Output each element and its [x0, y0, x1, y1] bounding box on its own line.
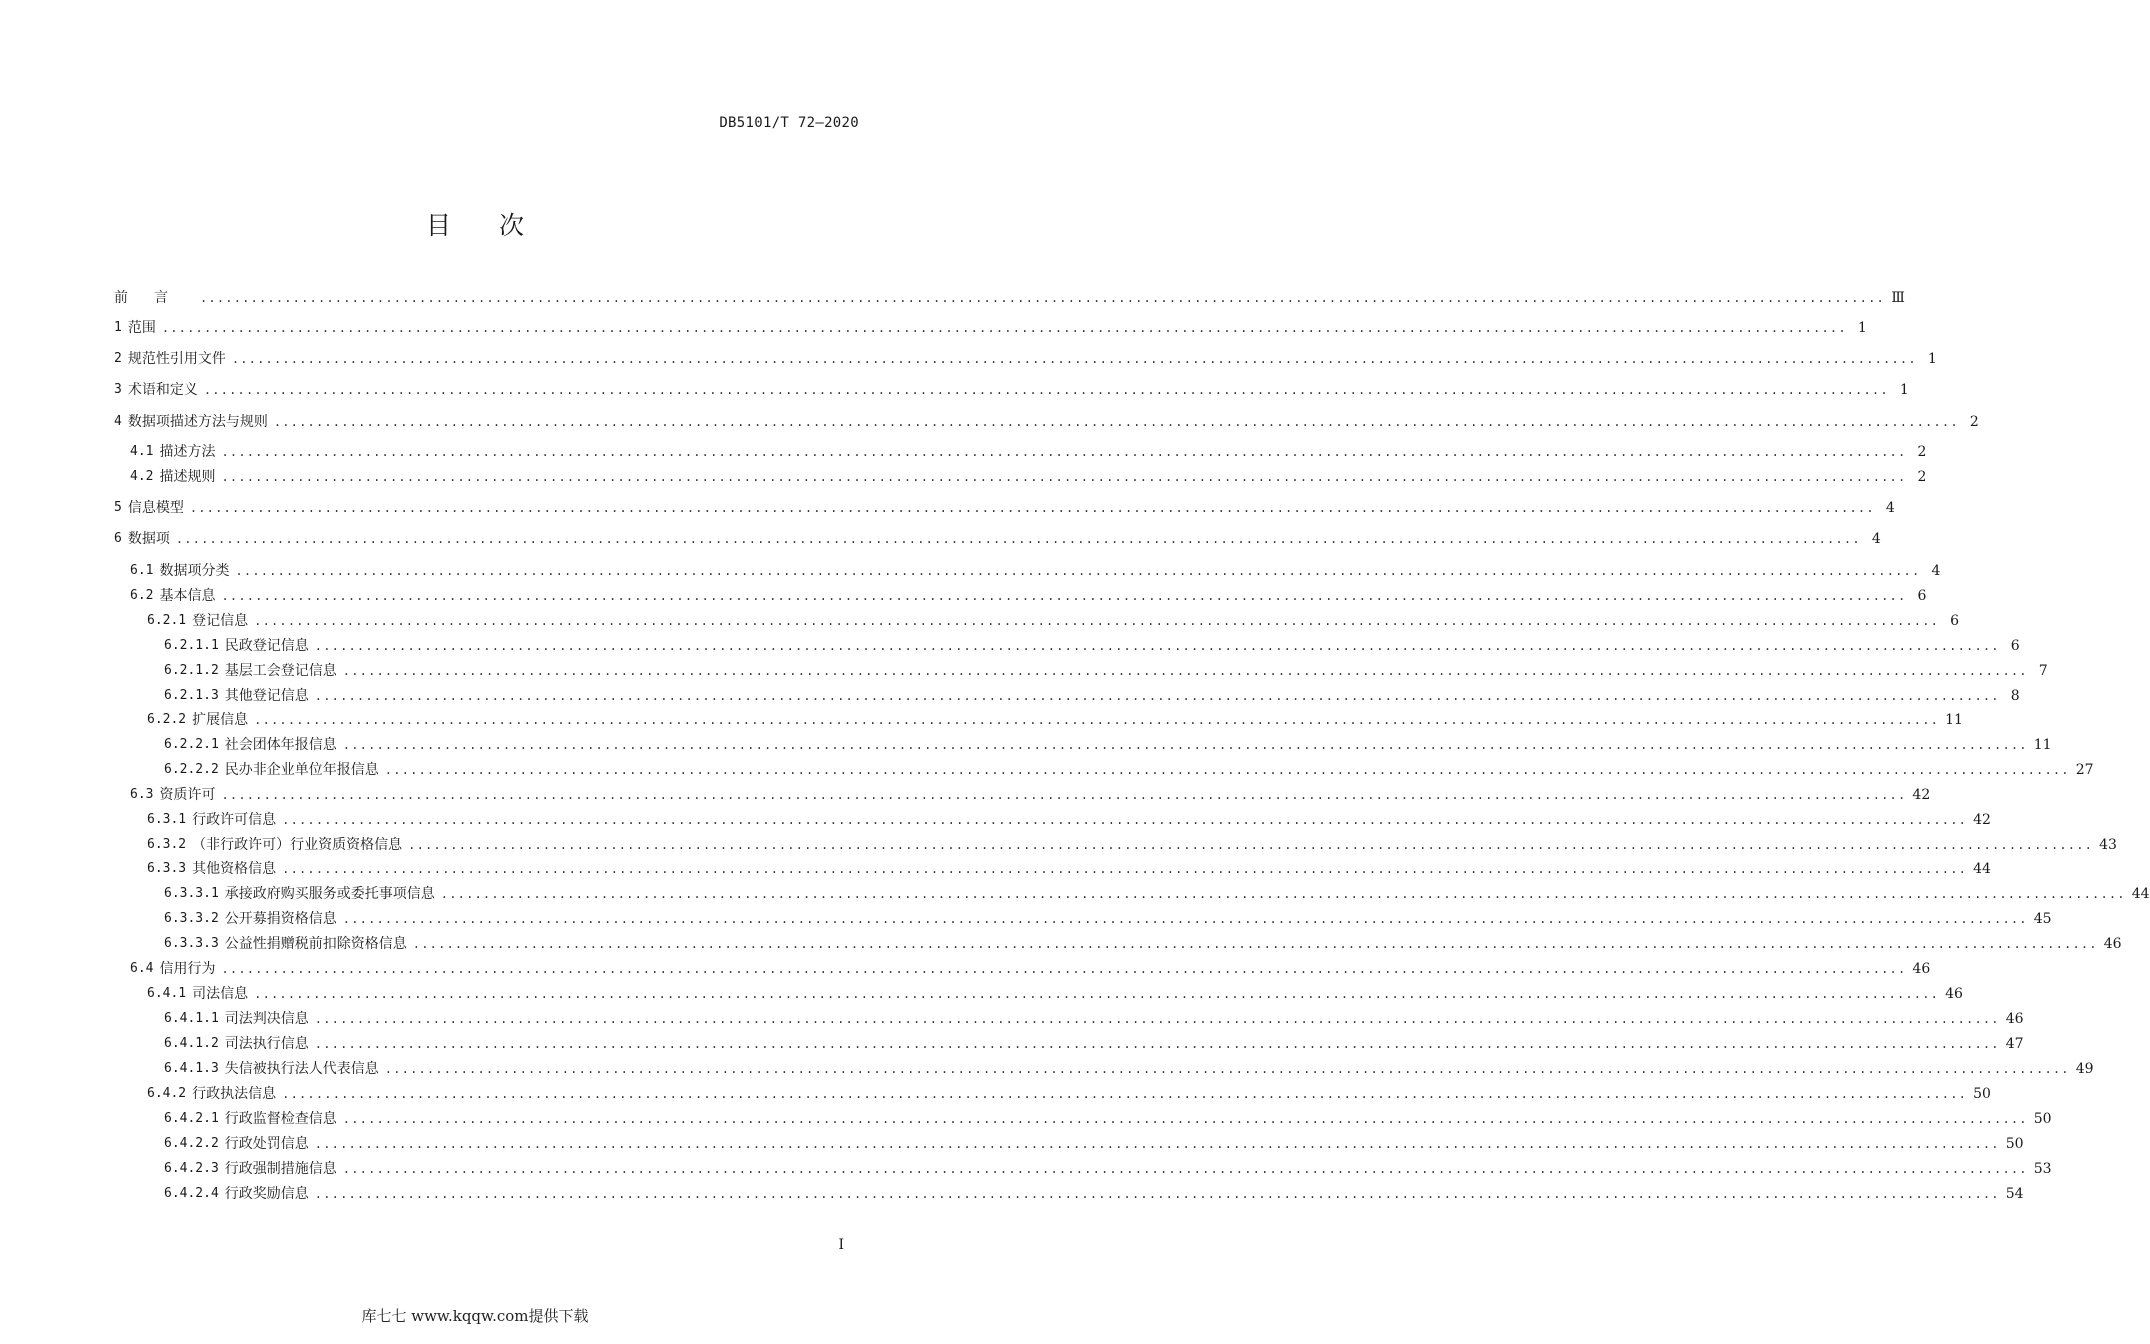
toc-entry[interactable] — [114, 857, 1991, 881]
toc-entry-page: 8 — [2010, 688, 2020, 704]
dot-leader: ........................................................................................................................................................................................................ — [384, 763, 2070, 777]
toc-entry-page: 27 — [2075, 762, 2094, 778]
toc-entry-label: 行政奖励信息 — [224, 1186, 309, 1202]
toc-entry-number: 6.3.1 — [147, 812, 187, 827]
dot-leader: ........................................................................................................................................................................................................ — [221, 445, 1907, 459]
toc-entry-number: 6.4.2 — [147, 1086, 187, 1101]
toc-entry-label: 行政处罚信息 — [224, 1136, 309, 1152]
toc-entry-number: 6.2.2 — [147, 712, 187, 727]
toc-entry-page: 1 — [1927, 351, 1937, 367]
toc-entry-page: 46 — [2005, 1011, 2024, 1027]
dot-leader: ........................................................................................................................................................................................................ — [342, 1162, 2028, 1176]
toc-entry-label: 行政强制措施信息 — [224, 1161, 337, 1177]
toc-entry[interactable] — [114, 932, 2122, 956]
toc-entry-label: 数据项 — [127, 531, 170, 547]
toc-entry-number: 6.2.1.2 — [164, 663, 219, 678]
toc-entry-number: 6.3.3.2 — [164, 911, 219, 926]
toc-entry-number: 6.2.2.1 — [164, 737, 219, 752]
toc-entry[interactable] — [114, 609, 1960, 633]
toc-entry-label: 数据项分类 — [159, 563, 230, 579]
dot-leader: ........................................................................................................................................................................................................ — [314, 1037, 2000, 1051]
toc-entry-label: 司法判决信息 — [224, 1011, 309, 1027]
toc-entry-page: 45 — [2033, 911, 2052, 927]
dot-leader: ........................................................................................................................................................................................................ — [254, 987, 1940, 1001]
toc-entry-label: 失信被执行法人代表信息 — [224, 1061, 379, 1077]
toc-entry-label: 前言 — [114, 290, 194, 306]
toc-entry-number: 6.3.3 — [147, 861, 187, 876]
toc-entry-number: 4.1 — [130, 444, 154, 459]
toc-entry-page: 54 — [2005, 1186, 2024, 1202]
download-watermark: 库七七 www.kqqw.com提供下载 — [361, 1307, 589, 1325]
toc-entry[interactable] — [114, 1182, 2024, 1206]
toc-entry[interactable] — [114, 659, 2048, 683]
dot-leader: ........................................................................................................................................................................................................ — [221, 788, 1907, 802]
toc-entry-number: 6.3 — [130, 787, 154, 802]
toc-entry-label: 资质许可 — [159, 787, 216, 803]
toc-entry-number: 6.2.2.2 — [164, 762, 219, 777]
toc-entry-page: 47 — [2005, 1036, 2024, 1052]
toc-entry[interactable] — [114, 286, 1905, 310]
toc-entry[interactable] — [114, 1057, 2094, 1081]
toc-entry-label: 范围 — [127, 320, 156, 336]
toc-entry[interactable] — [114, 1132, 2024, 1156]
toc-entry-page: 2 — [1969, 414, 1979, 430]
toc-entry[interactable] — [114, 410, 1979, 434]
dot-leader: ........................................................................................................................................................................................................ — [189, 501, 1875, 515]
toc-entry[interactable] — [114, 584, 1927, 608]
toc-entry-label: 承接政府购买服务或委托事项信息 — [224, 886, 435, 902]
toc-entry-label: 其他登记信息 — [224, 688, 309, 704]
toc-entry-label: 行政监督检查信息 — [224, 1111, 337, 1127]
dot-leader: ........................................................................................................................................................................................................ — [408, 838, 2094, 852]
dot-leader: ........................................................................................................................................................................................................ — [273, 415, 1959, 429]
document-code: DB5101/T 72—2020 — [719, 115, 859, 131]
toc-entry-label: （非行政许可）行业资质资格信息 — [192, 837, 403, 853]
toc-entry-number: 5 — [114, 500, 122, 515]
toc-entry-page: 46 — [1912, 961, 1931, 977]
dot-leader: ........................................................................................................................................................................................................ — [221, 470, 1907, 484]
toc-entry-number: 6.4.2.1 — [164, 1111, 219, 1126]
toc-entry[interactable] — [114, 684, 2020, 708]
toc-title-char-2: 次 — [499, 211, 525, 240]
toc-entry[interactable] — [114, 758, 2094, 782]
toc-entry-page: 2 — [1917, 444, 1927, 460]
toc-entry-page: 46 — [1945, 986, 1963, 1002]
toc-entry[interactable] — [114, 316, 1867, 340]
toc-entry[interactable] — [114, 882, 2150, 906]
dot-leader: ........................................................................................................................................................................................................ — [314, 689, 2000, 703]
toc-entry-page: 4 — [1885, 500, 1895, 516]
toc-entry-label: 扩展信息 — [192, 712, 249, 728]
toc-entry-number: 6.4 — [130, 961, 154, 976]
toc-entry-page: 2 — [1917, 469, 1927, 485]
toc-entry-number: 6 — [114, 531, 122, 546]
dot-leader: ........................................................................................................................................................................................................ — [384, 1062, 2070, 1076]
toc-entry-number: 6.2 — [130, 588, 154, 603]
toc-entry-label: 司法信息 — [192, 986, 249, 1002]
toc-entry[interactable] — [114, 1082, 1991, 1106]
toc-entry-label: 术语和定义 — [127, 382, 198, 398]
dot-leader: ........................................................................................................................................................................................................ — [440, 887, 2126, 901]
toc-entry[interactable] — [114, 496, 1895, 520]
dot-leader: ........................................................................................................................................................................................................ — [314, 1187, 2000, 1201]
toc-entry-page: 4 — [1931, 563, 1941, 579]
toc-entry-number: 6.4.2.2 — [164, 1136, 219, 1151]
toc-entry[interactable] — [114, 347, 1937, 371]
toc-entry-number: 6.3.3.3 — [164, 936, 219, 951]
dot-leader: ........................................................................................................................................................................................................ — [314, 639, 2000, 653]
dot-leader: ........................................................................................................................................................................................................ — [342, 664, 2028, 678]
toc-entry-label: 公益性捐赠税前扣除资格信息 — [224, 936, 407, 952]
dot-leader: ........................................................................................................................................................................................................ — [342, 912, 2028, 926]
toc-title-char-1: 目 — [425, 211, 451, 240]
toc-entry[interactable] — [114, 957, 1931, 981]
toc-entry[interactable] — [114, 783, 1931, 807]
toc-entry-label: 社会团体年报信息 — [224, 737, 337, 753]
toc-entry-page: 6 — [1950, 613, 1960, 629]
toc-entry-number: 6.4.1.2 — [164, 1036, 219, 1051]
toc-entry[interactable] — [114, 559, 1941, 583]
dot-leader: ........................................................................................................................................................................................................ — [282, 862, 1968, 876]
dot-leader: ........................................................................................................................................................................................................ — [282, 1087, 1968, 1101]
toc-entry-label: 描述规则 — [159, 469, 216, 485]
dot-leader: ........................................................................................................................................................................................................ — [161, 321, 1847, 335]
toc-entry-page: 6 — [1917, 588, 1927, 604]
toc-entry-number: 6.4.2.3 — [164, 1161, 219, 1176]
toc-entry-label: 民政登记信息 — [224, 638, 309, 654]
toc-entry-page: 49 — [2075, 1061, 2094, 1077]
toc-entry[interactable] — [114, 1157, 2052, 1181]
toc-entry-label: 规范性引用文件 — [127, 351, 226, 367]
toc-entry-label: 信用行为 — [159, 961, 216, 977]
toc-entry-number: 6.4.1.1 — [164, 1011, 219, 1026]
toc-entry-page: 50 — [2033, 1111, 2052, 1127]
dot-leader: ........................................................................................................................................................................................................ — [254, 614, 1940, 628]
toc-entry[interactable] — [114, 1032, 2024, 1056]
toc-entry-number: 6.2.1 — [147, 613, 187, 628]
toc-entry-page: 11 — [1945, 712, 1963, 728]
toc-entry[interactable] — [114, 440, 1927, 464]
toc-entry-page: 42 — [1912, 787, 1931, 803]
toc-entry-number: 6.2.1.1 — [164, 638, 219, 653]
toc-entry-page: 1 — [1899, 382, 1909, 398]
toc-entry-page: 42 — [1973, 812, 1991, 828]
toc-entry-page: 4 — [1871, 531, 1881, 547]
dot-leader: ........................................................................................................................................................................................................ — [221, 589, 1907, 603]
dot-leader: ........................................................................................................................................................................................................ — [314, 1137, 2000, 1151]
toc-entry-number: 4 — [114, 414, 122, 429]
toc-entry-page: 43 — [2099, 837, 2117, 853]
toc-entry-label: 登记信息 — [192, 613, 249, 629]
toc-entry[interactable] — [114, 378, 1909, 402]
dot-leader: ........................................................................................................................................................................................................ — [175, 532, 1861, 546]
toc-entry-label: 描述方法 — [159, 444, 216, 460]
toc-entry-label: 行政许可信息 — [192, 812, 277, 828]
toc-entry[interactable] — [114, 808, 1991, 832]
toc-entry-page: Ⅲ — [1891, 290, 1905, 306]
toc-entry[interactable] — [114, 1007, 2024, 1031]
dot-leader: ........................................................................................................................................................................................................ — [231, 352, 1917, 366]
toc-entry-label: 信息模型 — [127, 500, 184, 516]
dot-leader: ........................................................................................................................................................................................................ — [412, 937, 2098, 951]
toc-entry-label: 行政执法信息 — [192, 1086, 277, 1102]
toc-entry-page: 1 — [1857, 320, 1867, 336]
toc-entry[interactable] — [114, 733, 2052, 757]
toc-entry-label: 基层工会登记信息 — [224, 663, 337, 679]
toc-entry-label: 数据项描述方法与规则 — [127, 414, 268, 430]
toc-entry[interactable] — [114, 982, 1963, 1006]
toc-entry-page: 44 — [1973, 861, 1991, 877]
toc-entry-page: 11 — [2033, 737, 2052, 753]
toc-entry-number: 3 — [114, 382, 122, 397]
dot-leader: ........................................................................................................................................................................................................ — [254, 713, 1940, 727]
dot-leader: ........................................................................................................................................................................................................ — [221, 962, 1907, 976]
toc-entry[interactable] — [114, 634, 2020, 658]
toc-entry-label: 民办非企业单位年报信息 — [224, 762, 379, 778]
dot-leader: ........................................................................................................................................................................................................ — [235, 564, 1921, 578]
toc-entry[interactable] — [114, 708, 1963, 732]
toc-title — [0, 206, 950, 242]
dot-leader: ........................................................................................................................................................................................................ — [314, 1012, 2000, 1026]
toc-entry-page: 44 — [2131, 886, 2150, 902]
toc-entry-number: 1 — [114, 320, 122, 335]
toc-entry[interactable] — [114, 907, 2052, 931]
toc-entry-page: 46 — [2103, 936, 2122, 952]
dot-leader: ........................................................................................................................................................................................................ — [200, 291, 1885, 305]
toc-entry-label: 公开募捐资格信息 — [224, 911, 337, 927]
dot-leader: ........................................................................................................................................................................................................ — [342, 738, 2028, 752]
dot-leader: ........................................................................................................................................................................................................ — [342, 1112, 2028, 1126]
toc-entry-number: 6.3.3.1 — [164, 886, 219, 901]
toc-entry-number: 2 — [114, 351, 122, 366]
toc-entry-number: 6.1 — [130, 563, 154, 578]
toc-entry[interactable] — [114, 833, 2117, 857]
toc-entry-page: 50 — [1973, 1086, 1991, 1102]
toc-entry-label: 其他资格信息 — [192, 861, 277, 877]
toc-entry[interactable] — [114, 465, 1927, 489]
dot-leader: ........................................................................................................................................................................................................ — [282, 813, 1968, 827]
toc-entry-page: 6 — [2010, 638, 2020, 654]
toc-entry[interactable] — [114, 527, 1881, 551]
toc-entry-number: 4.2 — [130, 469, 154, 484]
toc-entry-number: 6.3.2 — [147, 837, 187, 852]
toc-entry-page: 7 — [2038, 663, 2048, 679]
toc-entry-number: 6.4.1.3 — [164, 1061, 219, 1076]
toc-entry-page: 53 — [2033, 1161, 2052, 1177]
toc-entry-number: 6.2.1.3 — [164, 688, 219, 703]
toc-entry[interactable] — [114, 1107, 2052, 1131]
toc-entry-page: 50 — [2005, 1136, 2024, 1152]
toc-entry-label: 基本信息 — [159, 588, 216, 604]
dot-leader: ........................................................................................................................................................................................................ — [203, 383, 1889, 397]
toc-entry-number: 6.4.1 — [147, 986, 187, 1001]
page-number: I — [838, 1237, 844, 1253]
toc-entry-number: 6.4.2.4 — [164, 1186, 219, 1201]
toc-entry-label: 司法执行信息 — [224, 1036, 309, 1052]
